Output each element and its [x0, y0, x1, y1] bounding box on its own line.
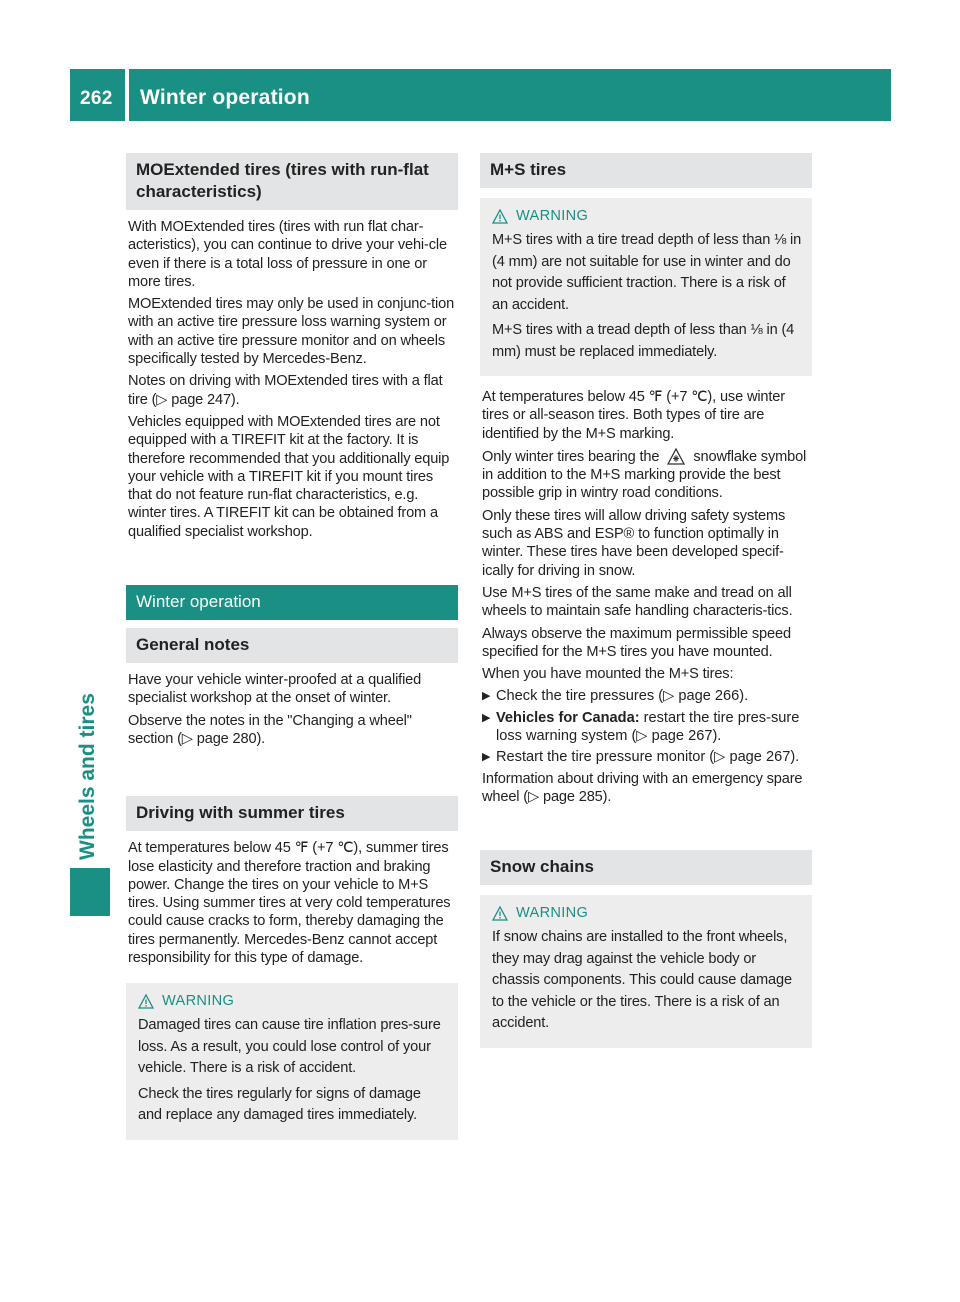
warning-text: M+S tires with a tire tread depth of less than ⅛ in (4 mm) are not suitable for use in winter and do not provide sufficient traction. There is a risk of an accident. — [492, 232, 802, 313]
warning-triangle-icon — [492, 906, 508, 921]
paragraph: At temperatures below 45 ℉ (+7 ℃), use winter tires or all-season tires. Both types of tire are identified by the M+S marking. — [482, 389, 785, 442]
right-column — [480, 153, 812, 1048]
warning-text: Check the tires regularly for signs of damage and replace any damaged tires immediately. — [138, 1085, 421, 1124]
paragraph: Use M+S tires of the same make and tread on all wheels to maintain safe handling characteris-tics. — [482, 584, 793, 620]
step-arrow-icon: ▶ — [482, 711, 491, 724]
step-arrow-icon: ▶ — [482, 690, 491, 703]
warning-label: WARNING — [516, 208, 589, 224]
paragraph: When you have mounted the M+S tires: — [482, 666, 734, 683]
warning-triangle-icon — [492, 209, 508, 224]
paragraph: Information about driving with an emergency spare wheel (▷ page 285). — [482, 770, 803, 805]
instruction-step: ▶ Restart the tire pressure monitor (▷ page 267). — [482, 749, 800, 766]
warning-text: Damaged tires can cause tire inflation pres-sure loss. As a result, you could lose control of your vehicle. There is a risk of accident. — [138, 1017, 441, 1077]
paragraph: Observe the notes in the "Changing a wheel" section (▷ page 280). — [128, 712, 412, 747]
warning-title — [492, 208, 802, 224]
section-heading: Snow chains — [480, 850, 812, 885]
paragraph: Notes on driving with MOExtended tires with a flat tire (▷ page 247). — [128, 373, 443, 408]
section-heading: Driving with summer tires — [126, 796, 458, 831]
page-number: 262 — [80, 88, 113, 109]
warning-triangle-icon — [138, 994, 154, 1009]
instruction-step: ▶ Check the tire pressures (▷ page 266). — [482, 688, 749, 705]
section-heading: MOExtended tires (tires with run-flat characteristics) — [126, 153, 458, 210]
warning-text: M+S tires with a tread depth of less than ⅛ in (4 mm) must be replaced immediately. — [492, 322, 795, 360]
paragraph: Vehicles equipped with MOExtended tires are not equipped with a TIREFIT kit at the factory. It is therefore recommended that you additionally equip your vehicle with a TIREFIT kit if you mount tires that do not feature run-flat characteristics, e.g. winter tires. A TIREFIT kit can be obtained from a qualified specialist workshop. — [128, 413, 450, 540]
warning-box — [126, 983, 458, 1140]
step-arrow-icon: ▶ — [482, 751, 491, 764]
page-title: Winter operation — [140, 86, 310, 109]
paragraph: Only winter tires bearing the snowflake symbol in addition to the M+S marking provide the best possible grip in wintry road conditions. — [482, 448, 807, 502]
paragraph: Have your vehicle winter-proofed at a qualified specialist workshop at the onset of winter. — [128, 672, 422, 707]
paragraph: At temperatures below 45 ℉ (+7 ℃), summer tires lose elasticity and therefore traction and braking power. Change the tires on your vehicle to M+S tires. Using summer tires at very cold temperatures could cause cracks to form, thereby damaging the tires permanently. Mercedes-Benz cannot accept responsibility for this type of damage. — [128, 840, 451, 967]
warning-text: If snow chains are installed to the front wheels, they may drag against the vehicle body or chassis components. This could cause damage to the vehicle or the tires. There is a risk of an accident. — [492, 929, 792, 1032]
warning-box — [480, 895, 812, 1048]
warning-label: WARNING — [516, 905, 589, 922]
warning-box — [480, 198, 812, 376]
chapter-heading: Winter operation — [126, 585, 458, 620]
warning-title — [492, 905, 802, 921]
paragraph: With MOExtended tires (tires with run flat char-acteristics), you can continue to drive your vehi-cle even if there is a total loss of pressure in one or more tires. — [128, 219, 447, 290]
header-separator — [125, 69, 129, 121]
mountain-snowflake-icon — [667, 447, 685, 465]
paragraph: Always observe the maximum permissible speed specified for the M+S tires you have mounted. — [482, 625, 791, 660]
warning-label: WARNING — [162, 993, 235, 1010]
section-heading: M+S tires — [480, 153, 812, 188]
left-column — [126, 153, 458, 1140]
section-heading: General notes — [126, 628, 458, 663]
paragraph: Only these tires will allow driving safety systems such as ABS and ESP® to function optimally in winter. These tires have been developed specif-ically for driving in snow. — [482, 507, 786, 579]
paragraph: MOExtended tires may only be used in conjunc-tion with an active tire pressure loss warning system or with an active tire pressure monitor and on wheels specifically tested by Mercedes-Benz. — [128, 296, 455, 368]
instruction-step: ▶ Vehicles for Canada: restart the tire pres-sure loss warning system (▷ page 267). — [482, 709, 800, 745]
chapter-tab-label: Wheels and tires — [76, 693, 99, 860]
chapter-tab-marker — [70, 868, 110, 916]
warning-title — [138, 993, 448, 1009]
